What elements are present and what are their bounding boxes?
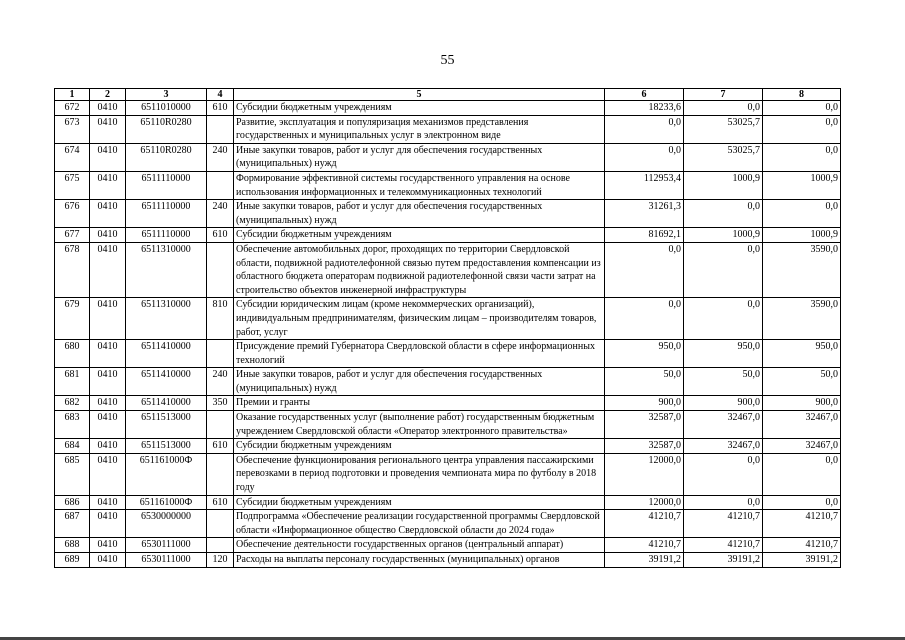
table-row: [55, 453, 841, 495]
amount-col8-cell: 1000,9: [763, 171, 841, 199]
amount-col6-cell: 950,0: [605, 340, 684, 368]
header-cell: 7: [684, 89, 763, 101]
item-name-cell: Субсидии бюджетным учреждениям: [234, 228, 605, 243]
amount-col6-cell: 0,0: [605, 143, 684, 171]
amount-col6-cell: 39191,2: [605, 553, 684, 568]
target-code-cell: 6530111000: [126, 538, 207, 553]
amount-col7-cell: 1000,9: [684, 171, 763, 199]
table-row: [55, 510, 841, 538]
amount-col6-cell: 50,0: [605, 368, 684, 396]
expense-type-cell: 810: [207, 298, 234, 340]
expense-type-cell: [207, 538, 234, 553]
row-number-cell: 686: [55, 495, 90, 510]
amount-col8-cell: 41210,7: [763, 538, 841, 553]
section-code-cell: 0410: [90, 298, 126, 340]
section-code-cell: 0410: [90, 553, 126, 568]
target-code-cell: 6511010000: [126, 101, 207, 116]
target-code-cell: 65110R0280: [126, 143, 207, 171]
target-code-cell: 6511310000: [126, 242, 207, 297]
item-name-cell: Развитие, эксплуатация и популяризация механизмов представления государственных и муниципальных услуг в электронном виде: [234, 115, 605, 143]
amount-col7-cell: 39191,2: [684, 553, 763, 568]
amount-col7-cell: 32467,0: [684, 411, 763, 439]
row-number-cell: 677: [55, 228, 90, 243]
amount-col7-cell: 0,0: [684, 453, 763, 495]
amount-col6-cell: 32587,0: [605, 439, 684, 454]
section-code-cell: 0410: [90, 396, 126, 411]
row-number-cell: 685: [55, 453, 90, 495]
amount-col7-cell: 0,0: [684, 495, 763, 510]
row-number-cell: 678: [55, 242, 90, 297]
row-number-cell: 687: [55, 510, 90, 538]
target-code-cell: 65110R0280: [126, 115, 207, 143]
table-row: [55, 200, 841, 228]
row-number-cell: 676: [55, 200, 90, 228]
row-number-cell: 679: [55, 298, 90, 340]
amount-col8-cell: 900,0: [763, 396, 841, 411]
header-cell: 6: [605, 89, 684, 101]
target-code-cell: 6511513000: [126, 439, 207, 454]
item-name-cell: Формирование эффективной системы государственного управления на основе использования информационных и телекоммуникационных технологий: [234, 171, 605, 199]
item-name-cell: Обеспечение функционирования регионального центра управления пассажирскими перевозками в период подготовки и проведения чемпионата мира по футболу в 2018 году: [234, 453, 605, 495]
section-code-cell: 0410: [90, 368, 126, 396]
expense-type-cell: [207, 453, 234, 495]
row-number-cell: 675: [55, 171, 90, 199]
section-code-cell: 0410: [90, 200, 126, 228]
table-row: [55, 368, 841, 396]
section-code-cell: 0410: [90, 439, 126, 454]
target-code-cell: 6511410000: [126, 368, 207, 396]
amount-col8-cell: 0,0: [763, 101, 841, 116]
amount-col6-cell: 32587,0: [605, 411, 684, 439]
row-number-cell: 681: [55, 368, 90, 396]
table-row: [55, 171, 841, 199]
section-code-cell: 0410: [90, 143, 126, 171]
item-name-cell: Субсидии бюджетным учреждениям: [234, 439, 605, 454]
expense-type-cell: 240: [207, 143, 234, 171]
amount-col8-cell: 0,0: [763, 143, 841, 171]
amount-col6-cell: 0,0: [605, 298, 684, 340]
amount-col7-cell: 0,0: [684, 200, 763, 228]
amount-col6-cell: 112953,4: [605, 171, 684, 199]
item-name-cell: Подпрограмма «Обеспечение реализации государственной программы Свердловской области «Информационное общество Свердловской области до 2024 года»: [234, 510, 605, 538]
amount-col7-cell: 41210,7: [684, 510, 763, 538]
expense-type-cell: 610: [207, 228, 234, 243]
target-code-cell: 6511410000: [126, 340, 207, 368]
section-code-cell: 0410: [90, 242, 126, 297]
amount-col8-cell: 0,0: [763, 495, 841, 510]
header-cell: 8: [763, 89, 841, 101]
amount-col7-cell: 950,0: [684, 340, 763, 368]
amount-col8-cell: 0,0: [763, 453, 841, 495]
expense-type-cell: 610: [207, 439, 234, 454]
amount-col8-cell: 0,0: [763, 200, 841, 228]
amount-col6-cell: 12000,0: [605, 495, 684, 510]
item-name-cell: Оказание государственных услуг (выполнение работ) государственным бюджетным учреждением Свердловской области «Оператор электронного правительства»: [234, 411, 605, 439]
amount-col6-cell: 18233,6: [605, 101, 684, 116]
item-name-cell: Обеспечение деятельности государственных органов (центральный аппарат): [234, 538, 605, 553]
section-code-cell: 0410: [90, 101, 126, 116]
table-row: [55, 115, 841, 143]
item-name-cell: Субсидии бюджетным учреждениям: [234, 101, 605, 116]
section-code-cell: 0410: [90, 228, 126, 243]
table-row: [55, 396, 841, 411]
target-code-cell: 6511110000: [126, 228, 207, 243]
row-number-cell: 672: [55, 101, 90, 116]
amount-col6-cell: 0,0: [605, 115, 684, 143]
row-number-cell: 673: [55, 115, 90, 143]
expense-type-cell: 350: [207, 396, 234, 411]
table-row: [55, 298, 841, 340]
amount-col7-cell: 50,0: [684, 368, 763, 396]
table-row: [55, 495, 841, 510]
item-name-cell: Расходы на выплаты персоналу государственных (муниципальных) органов: [234, 553, 605, 568]
section-code-cell: 0410: [90, 115, 126, 143]
target-code-cell: 6511513000: [126, 411, 207, 439]
target-code-cell: 6530000000: [126, 510, 207, 538]
amount-col7-cell: 0,0: [684, 101, 763, 116]
section-code-cell: 0410: [90, 171, 126, 199]
item-name-cell: Иные закупки товаров, работ и услуг для обеспечения государственных (муниципальных) нужд: [234, 143, 605, 171]
expense-type-cell: [207, 171, 234, 199]
expense-type-cell: [207, 115, 234, 143]
amount-col7-cell: 0,0: [684, 242, 763, 297]
section-code-cell: 0410: [90, 453, 126, 495]
expense-type-cell: [207, 242, 234, 297]
expense-type-cell: [207, 411, 234, 439]
section-code-cell: 0410: [90, 495, 126, 510]
item-name-cell: Иные закупки товаров, работ и услуг для обеспечения государственных (муниципальных) нужд: [234, 200, 605, 228]
table-row: [55, 553, 841, 568]
amount-col6-cell: 12000,0: [605, 453, 684, 495]
item-name-cell: Субсидии бюджетным учреждениям: [234, 495, 605, 510]
table-row: [55, 340, 841, 368]
amount-col6-cell: 0,0: [605, 242, 684, 297]
target-code-cell: 6511110000: [126, 200, 207, 228]
amount-col6-cell: 41210,7: [605, 510, 684, 538]
amount-col8-cell: 3590,0: [763, 298, 841, 340]
expense-type-cell: [207, 340, 234, 368]
amount-col8-cell: 0,0: [763, 115, 841, 143]
amount-col8-cell: 41210,7: [763, 510, 841, 538]
target-code-cell: 651161000Ф: [126, 453, 207, 495]
amount-col6-cell: 81692,1: [605, 228, 684, 243]
amount-col8-cell: 32467,0: [763, 439, 841, 454]
amount-col8-cell: 1000,9: [763, 228, 841, 243]
row-number-cell: 682: [55, 396, 90, 411]
header-cell: 2: [90, 89, 126, 101]
row-number-cell: 683: [55, 411, 90, 439]
budget-table: [54, 88, 841, 568]
amount-col6-cell: 31261,3: [605, 200, 684, 228]
row-number-cell: 688: [55, 538, 90, 553]
amount-col7-cell: 32467,0: [684, 439, 763, 454]
section-code-cell: 0410: [90, 340, 126, 368]
expense-type-cell: 610: [207, 495, 234, 510]
item-name-cell: Присуждение премий Губернатора Свердловской области в сфере информационных технологий: [234, 340, 605, 368]
amount-col8-cell: 39191,2: [763, 553, 841, 568]
amount-col7-cell: 1000,9: [684, 228, 763, 243]
header-cell: 3: [126, 89, 207, 101]
target-code-cell: 6511310000: [126, 298, 207, 340]
page-number: 55: [440, 53, 455, 68]
table-row: [55, 228, 841, 243]
item-name-cell: Иные закупки товаров, работ и услуг для обеспечения государственных (муниципальных) нужд: [234, 368, 605, 396]
header-cell: 4: [207, 89, 234, 101]
amount-col6-cell: 41210,7: [605, 538, 684, 553]
table-row: [55, 439, 841, 454]
table-row: [55, 101, 841, 116]
target-code-cell: 6511110000: [126, 171, 207, 199]
amount-col8-cell: 950,0: [763, 340, 841, 368]
amount-col8-cell: 3590,0: [763, 242, 841, 297]
item-name-cell: Обеспечение автомобильных дорог, проходящих по территории Свердловской области, подвижной радиотелефонной связью путем предоставления компенсации из областного бюджета операторам подвижной радиотелефонной связи части затрат на строительство объектов инженерной инфраструктуры: [234, 242, 605, 297]
header-cell: 1: [55, 89, 90, 101]
expense-type-cell: 240: [207, 368, 234, 396]
amount-col6-cell: 900,0: [605, 396, 684, 411]
amount-col8-cell: 50,0: [763, 368, 841, 396]
amount-col7-cell: 900,0: [684, 396, 763, 411]
item-name-cell: Субсидии юридическим лицам (кроме некоммерческих организаций), индивидуальным предпринимателям, физическим лицам – производителям товаров, работ, услуг: [234, 298, 605, 340]
item-name-cell: Премии и гранты: [234, 396, 605, 411]
section-code-cell: 0410: [90, 510, 126, 538]
table-row: [55, 538, 841, 553]
row-number-cell: 684: [55, 439, 90, 454]
table-row: [55, 411, 841, 439]
amount-col7-cell: 53025,7: [684, 143, 763, 171]
header-cell: 5: [234, 89, 605, 101]
target-code-cell: 6511410000: [126, 396, 207, 411]
expense-type-cell: 120: [207, 553, 234, 568]
target-code-cell: 651161000Ф: [126, 495, 207, 510]
amount-col7-cell: 0,0: [684, 298, 763, 340]
expense-type-cell: 610: [207, 101, 234, 116]
table-row: [55, 242, 841, 297]
amount-col7-cell: 53025,7: [684, 115, 763, 143]
amount-col7-cell: 41210,7: [684, 538, 763, 553]
expense-type-cell: 240: [207, 200, 234, 228]
section-code-cell: 0410: [90, 538, 126, 553]
section-code-cell: 0410: [90, 411, 126, 439]
expense-type-cell: [207, 510, 234, 538]
table-header-row: [55, 89, 841, 101]
row-number-cell: 674: [55, 143, 90, 171]
row-number-cell: 680: [55, 340, 90, 368]
table-row: [55, 143, 841, 171]
row-number-cell: 689: [55, 553, 90, 568]
target-code-cell: 6530111000: [126, 553, 207, 568]
amount-col8-cell: 32467,0: [763, 411, 841, 439]
